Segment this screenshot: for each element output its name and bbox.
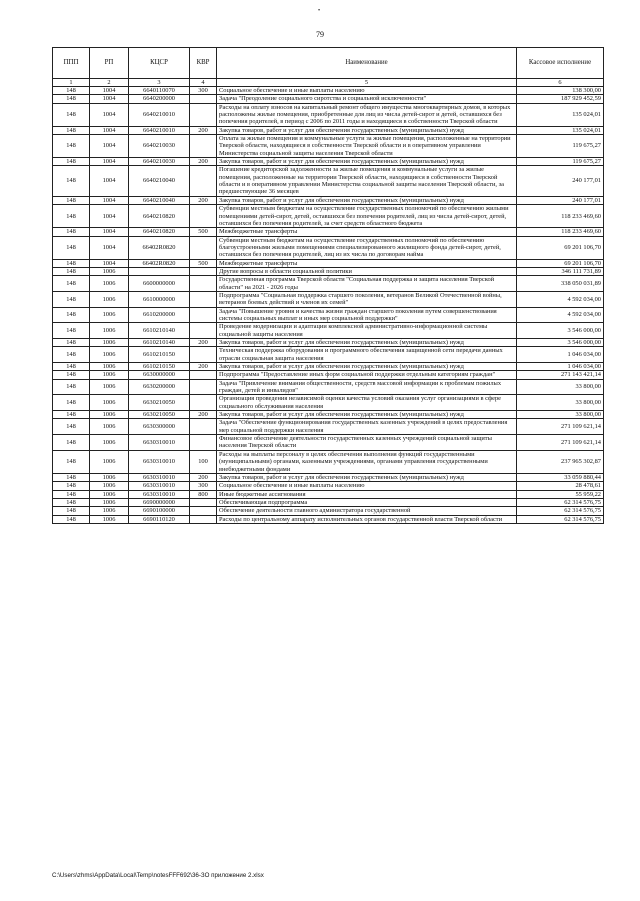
cell-ppp: 148 — [53, 507, 90, 515]
cell-kvr: 500 — [190, 259, 217, 267]
table-row — [53, 507, 604, 515]
cell-ppp: 148 — [53, 158, 90, 166]
cell-rp: 1006 — [90, 450, 129, 473]
header-rp: РП — [90, 48, 129, 79]
cell-ppp: 148 — [53, 267, 90, 275]
header-ppp: ППП — [53, 48, 90, 79]
budget-table — [52, 47, 604, 524]
cell-kcsr: 6610000000 — [129, 291, 190, 307]
cell-kvr — [190, 395, 217, 411]
table-row — [53, 267, 604, 275]
cell-ppp: 148 — [53, 498, 90, 506]
cell-rp: 1006 — [90, 267, 129, 275]
cell-kvr: 200 — [190, 158, 217, 166]
column-number: 3 — [129, 79, 190, 87]
cell-kcsr: 6630310010 — [129, 473, 190, 481]
cell-name: Субвенции местным бюджетам на осуществление государственных полномочий по обеспечению благоустроенными жилыми помещениями специализированного жилищного фонда детей-сирот, детей, оставшихся без попечения родителей, лиц из их числа по договорам найма — [217, 236, 517, 259]
cell-rp: 1006 — [90, 507, 129, 515]
cell-kcsr: 6600000000 — [129, 276, 190, 292]
cell-kcsr: 6630200000 — [129, 379, 190, 395]
column-number: 4 — [190, 79, 217, 87]
cell-kvr: 200 — [190, 339, 217, 347]
cell-kvr — [190, 267, 217, 275]
cell-kvr: 200 — [190, 126, 217, 134]
header-name: Наименование — [217, 48, 517, 79]
cell-kvr: 200 — [190, 196, 217, 204]
cell-amount: 271 143 421,14 — [517, 371, 604, 379]
column-number: 5 — [217, 79, 517, 87]
cell-kvr — [190, 379, 217, 395]
cell-ppp: 148 — [53, 323, 90, 339]
cell-kcsr: 6630310010 — [129, 435, 190, 451]
cell-ppp: 148 — [53, 379, 90, 395]
cell-name: Межбюджетные трансферты — [217, 228, 517, 236]
cell-amount: 138 300,00 — [517, 87, 604, 95]
cell-amount: 69 201 106,70 — [517, 259, 604, 267]
cell-kcsr: 6640210030 — [129, 158, 190, 166]
cell-ppp: 148 — [53, 450, 90, 473]
cell-name: Финансовое обеспечение деятельности государственных казенных учреждений социальной защиты населения Тверской области — [217, 435, 517, 451]
cell-amount: 28 478,61 — [517, 482, 604, 490]
cell-amount: 240 177,01 — [517, 166, 604, 196]
table-row — [53, 498, 604, 506]
cell-name: Другие вопросы в области социальной политики — [217, 267, 517, 275]
cell-ppp: 148 — [53, 419, 90, 435]
header-kcsr: КЦСР — [129, 48, 190, 79]
cell-amount: 118 233 469,60 — [517, 205, 604, 228]
table-row — [53, 166, 604, 196]
cell-amount: 119 675,27 — [517, 158, 604, 166]
table-row — [53, 515, 604, 523]
cell-kcsr — [129, 267, 190, 275]
cell-amount: 119 675,27 — [517, 135, 604, 158]
cell-rp: 1004 — [90, 236, 129, 259]
cell-name: Обеспечение деятельности главного администратора государственной — [217, 507, 517, 515]
cell-ppp: 148 — [53, 291, 90, 307]
cell-ppp: 148 — [53, 473, 90, 481]
table-row — [53, 291, 604, 307]
table-row — [53, 323, 604, 339]
table-row — [53, 307, 604, 323]
cell-ppp: 148 — [53, 490, 90, 498]
table-row — [53, 482, 604, 490]
cell-name: Организация проведения независимой оценки качества условий оказания услуг организациями в сфере социального обслуживания населения — [217, 395, 517, 411]
cell-rp: 1006 — [90, 435, 129, 451]
cell-kvr — [190, 291, 217, 307]
table-row — [53, 196, 604, 204]
cell-ppp: 148 — [53, 363, 90, 371]
cell-kcsr: 6610200000 — [129, 307, 190, 323]
cell-amount: 62 314 576,75 — [517, 498, 604, 506]
cell-kvr — [190, 307, 217, 323]
cell-name: Закупка товаров, работ и услуг для обеспечения государственных (муниципальных) нужд — [217, 339, 517, 347]
cell-rp: 1004 — [90, 196, 129, 204]
cell-name: Подпрограмма "Социальная поддержка старшего поколения, ветеранов Великой Отечественной войны, ветеранов боевых действий и членов их семей" — [217, 291, 517, 307]
table-row — [53, 259, 604, 267]
cell-kvr: 200 — [190, 411, 217, 419]
cell-amount: 69 201 106,70 — [517, 236, 604, 259]
cell-kvr — [190, 276, 217, 292]
cell-kcsr: 6630310010 — [129, 450, 190, 473]
cell-rp: 1006 — [90, 323, 129, 339]
cell-ppp: 148 — [53, 126, 90, 134]
table-row — [53, 87, 604, 95]
cell-name: Оплата за жилые помещения и коммунальные услуги за жилые помещения, расположенные на территории Тверской области, находящиеся в собственности Тверской области и в оперативном управлении Министерства социальной защиты населения Тверской области — [217, 135, 517, 158]
cell-kvr — [190, 435, 217, 451]
cell-amount: 62 314 576,75 — [517, 515, 604, 523]
table-row — [53, 411, 604, 419]
cell-name: Социальное обеспечение и иные выплаты населению — [217, 482, 517, 490]
cell-amount: 338 050 031,89 — [517, 276, 604, 292]
cell-kcsr: 6610210140 — [129, 323, 190, 339]
cell-kvr — [190, 135, 217, 158]
cell-name: Закупка товаров, работ и услуг для обеспечения государственных (муниципальных) нужд — [217, 363, 517, 371]
cell-ppp: 148 — [53, 307, 90, 323]
cell-name: Задача "Привлечение внимания общественности, средств массовой информации к проблемам пожилых граждан, детей и инвалидов" — [217, 379, 517, 395]
cell-kvr: 300 — [190, 482, 217, 490]
cell-kcsr: 6640110070 — [129, 87, 190, 95]
cell-kcsr: 6630210050 — [129, 395, 190, 411]
cell-kvr: 800 — [190, 490, 217, 498]
cell-amount: 346 111 731,89 — [517, 267, 604, 275]
cell-rp: 1004 — [90, 87, 129, 95]
cell-rp: 1004 — [90, 259, 129, 267]
cell-rp: 1004 — [90, 135, 129, 158]
cell-kvr: 100 — [190, 450, 217, 473]
cell-rp: 1004 — [90, 95, 129, 103]
cell-rp: 1006 — [90, 371, 129, 379]
column-number: 2 — [90, 79, 129, 87]
cell-name: Обеспечивающая подпрограмма — [217, 498, 517, 506]
cell-kcsr: 6690000000 — [129, 498, 190, 506]
table-row — [53, 379, 604, 395]
cell-name: Подпрограмма "Предоставление иных форм социальной поддержки отдельным категориям граждан" — [217, 371, 517, 379]
cell-amount: 237 965 302,87 — [517, 450, 604, 473]
cell-rp: 1006 — [90, 515, 129, 523]
cell-rp: 1006 — [90, 482, 129, 490]
header-row — [53, 48, 604, 79]
table-row — [53, 395, 604, 411]
cell-name: Расходы на оплату взносов на капитальный ремонт общего имущества многоквартирных домов, в которых расположены жилые помещения, приобретенные для лиц из числа детей-сирот и детей, оставшихся без попечения родителей, в период с 2006 по 2011 годы и находящиеся в собственности Тверской области — [217, 103, 517, 126]
cell-amount: 3 546 000,00 — [517, 323, 604, 339]
cell-kvr — [190, 515, 217, 523]
cell-ppp: 148 — [53, 259, 90, 267]
column-number: 1 — [53, 79, 90, 87]
page-number: 79 — [316, 30, 324, 39]
cell-rp: 1006 — [90, 379, 129, 395]
page-dot: • — [318, 8, 321, 14]
table-row — [53, 228, 604, 236]
cell-amount: 33 800,00 — [517, 395, 604, 411]
cell-kcsr: 6640200000 — [129, 95, 190, 103]
cell-kcsr: 6640210010 — [129, 126, 190, 134]
cell-amount: 271 109 621,14 — [517, 419, 604, 435]
cell-kvr — [190, 347, 217, 363]
cell-name: Закупка товаров, работ и услуг для обеспечения государственных (муниципальных) нужд — [217, 126, 517, 134]
cell-amount: 62 314 576,75 — [517, 507, 604, 515]
table-row — [53, 95, 604, 103]
cell-ppp: 148 — [53, 196, 90, 204]
cell-name: Социальное обеспечение и иные выплаты населению — [217, 87, 517, 95]
cell-name: Закупка товаров, работ и услуг для обеспечения государственных (муниципальных) нужд — [217, 196, 517, 204]
cell-kcsr: 6630310010 — [129, 490, 190, 498]
cell-ppp: 148 — [53, 395, 90, 411]
column-number-row — [53, 79, 604, 87]
cell-ppp: 148 — [53, 236, 90, 259]
table-row — [53, 435, 604, 451]
cell-ppp: 148 — [53, 276, 90, 292]
cell-name: Задача "Преодоление социального сиротства и социальной исключенности" — [217, 95, 517, 103]
file-path-footer: C:\Users\zhms\AppData\Local\Temp\notesFFF692\36-ЗО приложение 2.xlsx — [52, 872, 264, 879]
cell-rp: 1006 — [90, 339, 129, 347]
cell-rp: 1006 — [90, 411, 129, 419]
cell-kvr — [190, 507, 217, 515]
cell-kcsr: 6610210150 — [129, 347, 190, 363]
cell-kcsr: 6640210010 — [129, 103, 190, 126]
cell-rp: 1004 — [90, 205, 129, 228]
cell-kcsr: 6630000000 — [129, 371, 190, 379]
cell-rp: 1004 — [90, 126, 129, 134]
cell-amount: 135 024,01 — [517, 126, 604, 134]
cell-name: Государственная программа Тверской области "Социальная поддержка и защита населения Тверской области" на 2021 - 2026 годы — [217, 276, 517, 292]
cell-rp: 1006 — [90, 498, 129, 506]
cell-rp: 1004 — [90, 228, 129, 236]
cell-amount: 33 800,00 — [517, 411, 604, 419]
cell-kcsr: 66402R0820 — [129, 236, 190, 259]
cell-kcsr: 6630300000 — [129, 419, 190, 435]
cell-ppp: 148 — [53, 339, 90, 347]
table-row — [53, 103, 604, 126]
cell-amount: 4 592 034,00 — [517, 307, 604, 323]
cell-amount: 4 592 034,00 — [517, 291, 604, 307]
cell-rp: 1006 — [90, 473, 129, 481]
cell-rp: 1006 — [90, 363, 129, 371]
cell-kcsr: 6640210040 — [129, 166, 190, 196]
cell-name: Расходы на выплаты персоналу в целях обеспечения выполнения функций государственными (муниципальными) органами, казенными учреждениями, органами управления государственными внебюджетными фондами — [217, 450, 517, 473]
cell-ppp: 148 — [53, 482, 90, 490]
cell-ppp: 148 — [53, 228, 90, 236]
cell-kcsr: 6640210820 — [129, 205, 190, 228]
cell-kvr — [190, 95, 217, 103]
cell-kvr — [190, 419, 217, 435]
cell-amount: 55 959,22 — [517, 490, 604, 498]
table-row — [53, 135, 604, 158]
cell-amount: 33 059 880,44 — [517, 473, 604, 481]
table-row — [53, 371, 604, 379]
cell-ppp: 148 — [53, 371, 90, 379]
cell-ppp: 148 — [53, 166, 90, 196]
cell-name: Задача "Обеспечение функционирования государственных казенных учреждений в целях предоставления мер социальной поддержки населения — [217, 419, 517, 435]
cell-amount: 271 109 621,14 — [517, 435, 604, 451]
table-row — [53, 490, 604, 498]
cell-ppp: 148 — [53, 205, 90, 228]
table-row — [53, 276, 604, 292]
cell-name: Закупка товаров, работ и услуг для обеспечения государственных (муниципальных) нужд — [217, 411, 517, 419]
cell-kvr: 200 — [190, 473, 217, 481]
cell-kcsr: 6630210050 — [129, 411, 190, 419]
header-kvr: КВР — [190, 48, 217, 79]
table-row — [53, 205, 604, 228]
cell-name: Субвенции местным бюджетам на осуществление государственных полномочий по обеспечению жилыми помещениями детей-сирот, детей, оставшихся без попечения родителей, лиц из числа детей-сирот, детей, оставшихся без попечения родителей, за счет средств областного бюджета — [217, 205, 517, 228]
cell-kcsr: 6640210030 — [129, 135, 190, 158]
cell-amount: 187 929 452,59 — [517, 95, 604, 103]
cell-kcsr: 6640210040 — [129, 196, 190, 204]
cell-amount: 118 233 469,60 — [517, 228, 604, 236]
cell-amount: 1 046 034,00 — [517, 347, 604, 363]
cell-name: Погашение кредиторской задолженности за жилые помещения и коммунальные услуги за жилые помещения, расположенные на территории Тверской области, находящиеся в собственности Тверской области и в оперативном управлении Министерства социальной защиты населения Тверской области, за предшествующие 36 месяцев — [217, 166, 517, 196]
cell-kvr — [190, 205, 217, 228]
cell-ppp: 148 — [53, 515, 90, 523]
header-amount: Кассовое исполнение — [517, 48, 604, 79]
cell-ppp: 148 — [53, 87, 90, 95]
cell-kvr — [190, 166, 217, 196]
cell-amount: 240 177,01 — [517, 196, 604, 204]
cell-name: Расходы по центральному аппарату исполнительных органов государственной власти Тверской области — [217, 515, 517, 523]
cell-rp: 1004 — [90, 103, 129, 126]
cell-kcsr: 6690110120 — [129, 515, 190, 523]
table-row — [53, 236, 604, 259]
cell-amount: 33 800,00 — [517, 379, 604, 395]
cell-name: Задача "Повышение уровня и качества жизни граждан старшего поколения путем совершенствования системы социальных выплат и иных мер социальной поддержки" — [217, 307, 517, 323]
cell-ppp: 148 — [53, 435, 90, 451]
table-row — [53, 363, 604, 371]
cell-rp: 1006 — [90, 291, 129, 307]
cell-ppp: 148 — [53, 347, 90, 363]
table-body — [53, 87, 604, 524]
cell-kvr: 200 — [190, 363, 217, 371]
cell-name: Закупка товаров, работ и услуг для обеспечения государственных (муниципальных) нужд — [217, 158, 517, 166]
cell-rp: 1004 — [90, 158, 129, 166]
cell-amount: 135 024,01 — [517, 103, 604, 126]
cell-kvr — [190, 371, 217, 379]
cell-name: Проведение модернизации и адаптации комплексной административно-информационной системы социальной защиты населения — [217, 323, 517, 339]
table-row — [53, 419, 604, 435]
cell-kcsr: 66402R0820 — [129, 259, 190, 267]
cell-kvr — [190, 323, 217, 339]
cell-rp: 1006 — [90, 276, 129, 292]
cell-rp: 1006 — [90, 419, 129, 435]
table-row — [53, 450, 604, 473]
cell-ppp: 148 — [53, 135, 90, 158]
table-row — [53, 158, 604, 166]
cell-kvr: 300 — [190, 87, 217, 95]
cell-ppp: 148 — [53, 95, 90, 103]
table-row — [53, 347, 604, 363]
cell-kvr: 500 — [190, 228, 217, 236]
cell-kcsr: 6630310010 — [129, 482, 190, 490]
cell-kvr — [190, 103, 217, 126]
cell-name: Иные бюджетные ассигнования — [217, 490, 517, 498]
cell-ppp: 148 — [53, 103, 90, 126]
cell-kcsr: 6640210820 — [129, 228, 190, 236]
cell-name: Закупка товаров, работ и услуг для обеспечения государственных (муниципальных) нужд — [217, 473, 517, 481]
cell-name: Межбюджетные трансферты — [217, 259, 517, 267]
table-row — [53, 126, 604, 134]
cell-kcsr: 6690100000 — [129, 507, 190, 515]
cell-rp: 1006 — [90, 395, 129, 411]
cell-rp: 1006 — [90, 490, 129, 498]
table-row — [53, 339, 604, 347]
cell-kvr — [190, 498, 217, 506]
cell-amount: 1 046 034,00 — [517, 363, 604, 371]
cell-rp: 1006 — [90, 347, 129, 363]
cell-rp: 1006 — [90, 307, 129, 323]
cell-name: Техническая поддержка оборудования и программного обеспечения защищенной сети передачи данных отрасли социальная защита населения — [217, 347, 517, 363]
cell-kcsr: 6610210150 — [129, 363, 190, 371]
cell-amount: 3 546 000,00 — [517, 339, 604, 347]
cell-rp: 1004 — [90, 166, 129, 196]
column-number: 6 — [517, 79, 604, 87]
cell-ppp: 148 — [53, 411, 90, 419]
cell-kcsr: 6610210140 — [129, 339, 190, 347]
table-row — [53, 473, 604, 481]
cell-kvr — [190, 236, 217, 259]
